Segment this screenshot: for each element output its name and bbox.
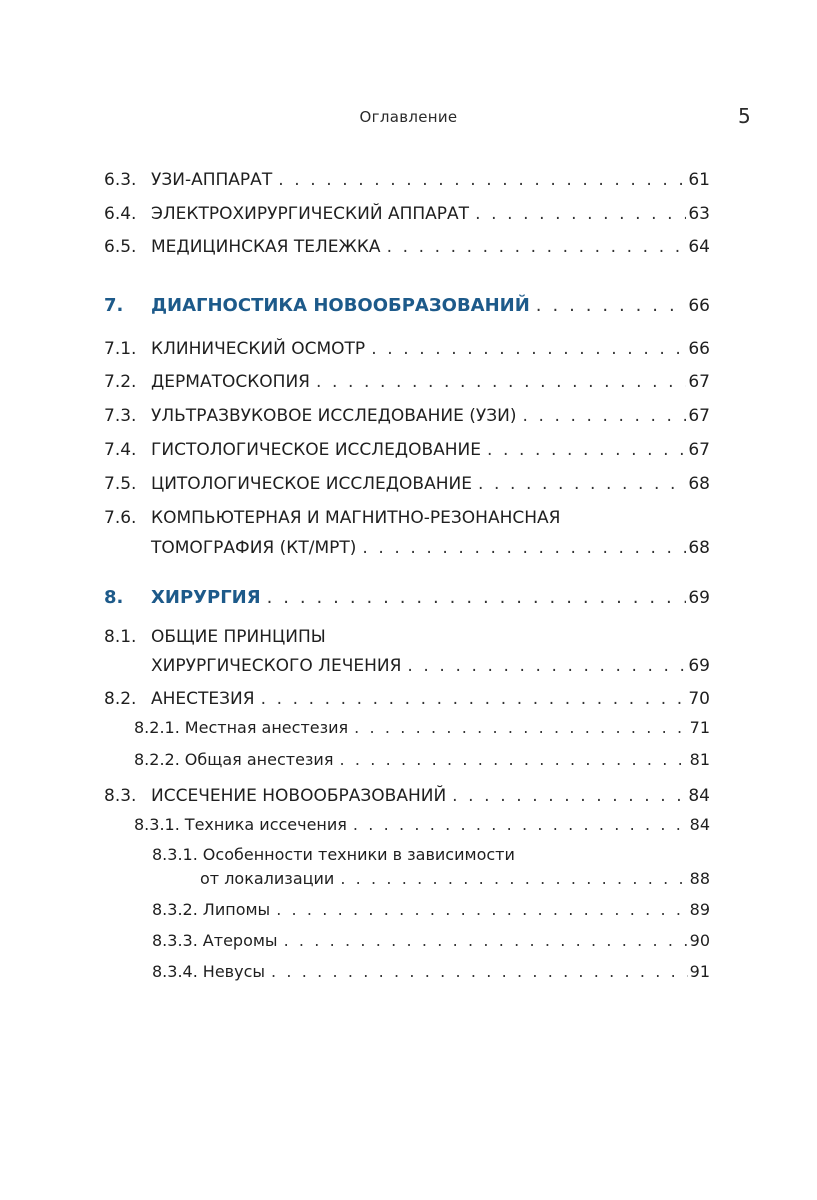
toc-page: 84	[688, 786, 710, 806]
dot-leader	[362, 536, 686, 560]
toc-title: КОМПЬЮТЕРНАЯ И МАГНИТНО-РЕЗОНАНСНАЯ	[151, 508, 561, 528]
toc-page: 66	[688, 339, 710, 359]
toc-entry-8-2-1[interactable]	[104, 716, 710, 740]
toc-title: ЦИТОЛОГИЧЕСКОЕ ИССЛЕДОВАНИЕ	[151, 474, 472, 494]
toc-page: 88	[689, 869, 710, 888]
toc-number: 8.3.	[104, 786, 137, 806]
toc-number: 8.3.1.	[152, 845, 198, 864]
toc-page: 90	[689, 931, 710, 950]
toc-entry-7-3[interactable]	[104, 404, 710, 428]
toc-title: ХИРУРГИЧЕСКОГО ЛЕЧЕНИЯ	[151, 656, 402, 676]
toc-title: Техника иссечения	[184, 815, 347, 834]
dot-leader	[353, 813, 688, 837]
dot-leader	[271, 960, 688, 984]
toc-title: от локализации	[200, 869, 335, 888]
toc-entry-8-3-1b-line2[interactable]	[104, 867, 710, 891]
toc-number: 8.3.1.	[134, 815, 180, 834]
dot-leader	[316, 370, 686, 394]
toc-entry-7-5[interactable]	[104, 472, 710, 496]
toc-title: ИССЕЧЕНИЕ НОВООБРАЗОВАНИЙ	[151, 786, 447, 806]
toc-title: ТОМОГРАФИЯ (КТ/МРТ)	[151, 538, 357, 558]
toc-entry-8-2[interactable]	[104, 687, 710, 711]
toc-entry-8-2-2[interactable]	[104, 748, 710, 772]
toc-title: Местная анестезия	[184, 718, 349, 737]
toc-entry-8-1-line2[interactable]	[104, 654, 710, 678]
dot-leader	[475, 202, 686, 226]
toc-title: Атеромы	[202, 931, 278, 950]
toc-page: 71	[689, 718, 710, 737]
toc-page: 67	[688, 372, 710, 392]
dot-leader	[536, 294, 687, 318]
running-header: Оглавление	[359, 108, 458, 126]
toc-number: 8.2.	[104, 689, 137, 709]
toc-number: 8.3.4.	[152, 962, 198, 981]
toc-title: МЕДИЦИНСКАЯ ТЕЛЕЖКА	[151, 237, 381, 257]
toc-page: 67	[688, 440, 710, 460]
toc-page: 69	[688, 656, 710, 676]
toc-title: КЛИНИЧЕСКИЙ ОСМОТР	[151, 339, 366, 359]
toc-number: 8.1.	[104, 627, 137, 647]
toc-page: 70	[688, 689, 710, 709]
toc-number: 6.4.	[104, 204, 137, 224]
toc-entry-8-3-4[interactable]	[104, 960, 710, 984]
toc-entry-8-3[interactable]	[104, 784, 710, 808]
toc-title: УЗИ-АППАРАТ	[151, 170, 273, 190]
toc-entry-7-6-line1[interactable]	[104, 506, 710, 530]
dot-leader	[339, 748, 687, 772]
dot-leader	[371, 337, 686, 361]
dot-leader	[387, 235, 687, 259]
toc-number: 7.6.	[104, 508, 137, 528]
toc-number: 7.5.	[104, 474, 137, 494]
toc-entry-7-2[interactable]	[104, 370, 710, 394]
toc-number: 6.3.	[104, 170, 137, 190]
toc-page: 67	[688, 406, 710, 426]
toc-number: 7.1.	[104, 339, 137, 359]
toc-title: Липомы	[202, 900, 271, 919]
toc-page: 68	[688, 538, 710, 558]
toc-number: 7.	[104, 295, 124, 316]
toc-title: Общая анестезия	[184, 750, 334, 769]
toc-number: 8.2.1.	[134, 718, 180, 737]
dot-leader	[278, 168, 686, 192]
toc-title: Особенности техники в зависимости	[202, 845, 515, 864]
toc-page: 63	[688, 204, 710, 224]
toc-entry-7-4[interactable]	[104, 438, 710, 462]
toc-number: 8.3.3.	[152, 931, 198, 950]
toc-number: 6.5.	[104, 237, 137, 257]
toc-page: 89	[689, 900, 710, 919]
toc-entry-6-3[interactable]	[104, 168, 710, 192]
dot-leader	[284, 929, 688, 953]
page-number: 5	[738, 104, 751, 128]
toc-number: 8.	[104, 587, 124, 608]
toc-title: ДЕРМАТОСКОПИЯ	[151, 372, 310, 392]
toc-entry-8-3-2[interactable]	[104, 898, 710, 922]
dot-leader	[276, 898, 687, 922]
toc-title: УЛЬТРАЗВУКОВОЕ ИССЛЕДОВАНИЕ (УЗИ)	[151, 406, 517, 426]
toc-page: 64	[688, 237, 710, 257]
toc-title: ОБЩИЕ ПРИНЦИПЫ	[151, 627, 326, 647]
dot-leader	[261, 687, 687, 711]
toc-entry-6-5[interactable]	[104, 235, 710, 259]
dot-leader	[340, 867, 687, 891]
toc-entry-8-3-1[interactable]	[104, 813, 710, 837]
toc-entry-8-3-3[interactable]	[104, 929, 710, 953]
toc-title: АНЕСТЕЗИЯ	[151, 689, 255, 709]
toc-page: 81	[689, 750, 710, 769]
toc-entry-8-1-line1[interactable]	[104, 625, 710, 649]
toc-number: 8.3.2.	[152, 900, 198, 919]
toc-entry-6-4[interactable]	[104, 202, 710, 226]
toc-title: ХИРУРГИЯ	[151, 587, 261, 608]
dot-leader	[487, 438, 686, 462]
toc-title: ДИАГНОСТИКА НОВООБРАЗОВАНИЙ	[151, 295, 530, 316]
toc-title: ЭЛЕКТРОХИРУРГИЧЕСКИЙ АППАРАТ	[151, 204, 470, 224]
toc-number: 7.3.	[104, 406, 137, 426]
dot-leader	[407, 654, 686, 678]
dot-leader	[452, 784, 686, 808]
dot-leader	[478, 472, 686, 496]
toc-entry-7-1[interactable]	[104, 337, 710, 361]
toc-page: 69	[688, 588, 710, 608]
toc-chapter-8[interactable]	[104, 586, 710, 610]
toc-title: ГИСТОЛОГИЧЕСКОЕ ИССЛЕДОВАНИЕ	[151, 440, 482, 460]
dot-leader	[354, 716, 688, 740]
toc-page: 91	[689, 962, 710, 981]
dot-leader	[522, 404, 686, 428]
toc-entry-8-3-1b-line1[interactable]	[104, 843, 710, 867]
toc-page: 68	[688, 474, 710, 494]
dot-leader	[267, 586, 687, 610]
toc-title: Невусы	[202, 962, 265, 981]
toc-chapter-7[interactable]	[104, 294, 710, 318]
toc-page: 61	[688, 170, 710, 190]
toc-number: 8.2.2.	[134, 750, 180, 769]
toc-number: 7.2.	[104, 372, 137, 392]
toc-number: 7.4.	[104, 440, 137, 460]
toc-entry-7-6-line2[interactable]	[104, 536, 710, 560]
toc-page: 66	[688, 296, 710, 316]
toc-page: 84	[689, 815, 710, 834]
